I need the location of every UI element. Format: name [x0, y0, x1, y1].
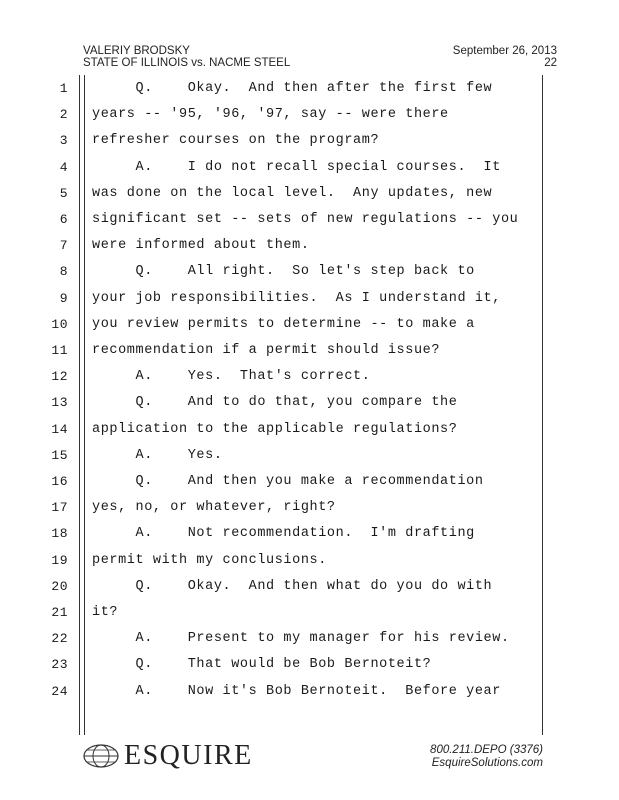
transcript-line — [0, 526, 619, 552]
transcript-line — [0, 448, 619, 474]
line-text: years -- '95, '96, '97, say -- were there — [92, 107, 449, 123]
esquire-logo — [82, 740, 253, 772]
transcript-line — [0, 395, 619, 421]
transcript-line — [0, 133, 619, 159]
transcript-line — [0, 291, 619, 317]
line-text: recommendation if a permit should issue? — [92, 343, 441, 358]
line-text: was done on the local level. Any updates, new — [92, 185, 493, 201]
transcript-line — [0, 81, 619, 107]
transcript-line — [0, 107, 619, 133]
phone-number: 800.211.DEPO (3376) — [430, 744, 543, 756]
line-number: 16 — [51, 474, 68, 489]
deposition-date: September 26, 2013 — [452, 45, 557, 57]
transcript-line — [0, 500, 619, 526]
line-number: 5 — [59, 185, 68, 201]
line-text: were informed about them. — [92, 238, 310, 254]
transcript-line — [0, 238, 619, 264]
line-text: A. Yes. — [92, 447, 223, 463]
transcript-line — [0, 631, 619, 657]
transcript-line — [0, 212, 619, 238]
line-number: 19 — [51, 552, 68, 568]
line-text: application to the applicable regulations? — [92, 421, 458, 437]
transcript-line — [0, 605, 619, 631]
line-text: Q. Okay. And then what do you do with — [92, 578, 493, 594]
line-number: 13 — [51, 395, 68, 411]
line-number: 8 — [59, 264, 68, 280]
line-number: 23 — [51, 657, 68, 673]
website: EsquireSolutions.com — [431, 757, 543, 769]
line-number: 11 — [51, 343, 68, 358]
transcript-line — [0, 186, 619, 212]
line-number: 3 — [59, 133, 68, 149]
line-text: Q. And to do that, you compare the — [92, 395, 458, 411]
line-text: refresher courses on the program? — [92, 133, 380, 149]
witness-name: VALERIY BRODSKY — [83, 45, 190, 57]
logo-wordmark: ESQUIRE — [124, 740, 253, 771]
line-text: Q. All right. So let's step back to — [92, 264, 475, 280]
line-number: 17 — [51, 500, 68, 516]
line-text: A. I do not recall special courses. It — [92, 159, 501, 175]
line-text: A. Not recommendation. I'm drafting — [92, 526, 475, 542]
line-text: A. Now it's Bob Bernoteit. Before year — [92, 683, 501, 699]
line-text: A. Yes. That's correct. — [92, 369, 371, 385]
transcript-line — [0, 369, 619, 395]
transcript-line — [0, 343, 619, 369]
line-number: 4 — [59, 159, 68, 175]
line-number: 21 — [51, 605, 68, 620]
line-number: 2 — [59, 107, 68, 123]
line-text: you review permits to determine -- to make a — [92, 316, 475, 332]
line-number: 20 — [51, 578, 68, 594]
line-number: 10 — [51, 316, 68, 332]
line-number: 22 — [51, 631, 68, 647]
transcript-line — [0, 553, 619, 579]
line-text: Q. That would be Bob Bernoteit? — [92, 657, 432, 673]
header-right — [453, 45, 557, 69]
case-title: STATE OF ILLINOIS vs. NACME STEEL — [83, 57, 291, 69]
line-text: your job responsibilities. As I understand it, — [92, 290, 501, 306]
transcript-line — [0, 684, 619, 710]
line-number: 1 — [59, 81, 68, 96]
globe-icon — [82, 743, 120, 769]
line-number: 24 — [51, 683, 68, 699]
line-number: 6 — [59, 212, 68, 227]
transcript-line — [0, 474, 619, 500]
transcript-line — [0, 422, 619, 448]
page-number: 22 — [544, 57, 557, 69]
line-number: 9 — [59, 290, 68, 306]
transcript-line — [0, 579, 619, 605]
transcript-line — [0, 160, 619, 186]
line-number: 14 — [51, 421, 68, 437]
line-text: yes, no, or whatever, right? — [92, 500, 336, 516]
line-text: it? — [92, 605, 119, 620]
transcript-line — [0, 317, 619, 343]
line-text: Q. And then you make a recommendation — [92, 474, 484, 489]
line-text: permit with my conclusions. — [92, 552, 327, 568]
line-number: 12 — [51, 369, 68, 385]
line-number: 15 — [51, 447, 68, 463]
transcript-line — [0, 264, 619, 290]
line-text: A. Present to my manager for his review. — [92, 631, 510, 647]
line-number: 18 — [51, 526, 68, 542]
header-left — [83, 45, 290, 69]
line-number: 7 — [59, 238, 68, 254]
contact-info — [430, 744, 543, 770]
transcript-line — [0, 657, 619, 683]
line-text: significant set -- sets of new regulations -- you — [92, 212, 519, 227]
line-text: Q. Okay. And then after the first few — [92, 81, 493, 96]
